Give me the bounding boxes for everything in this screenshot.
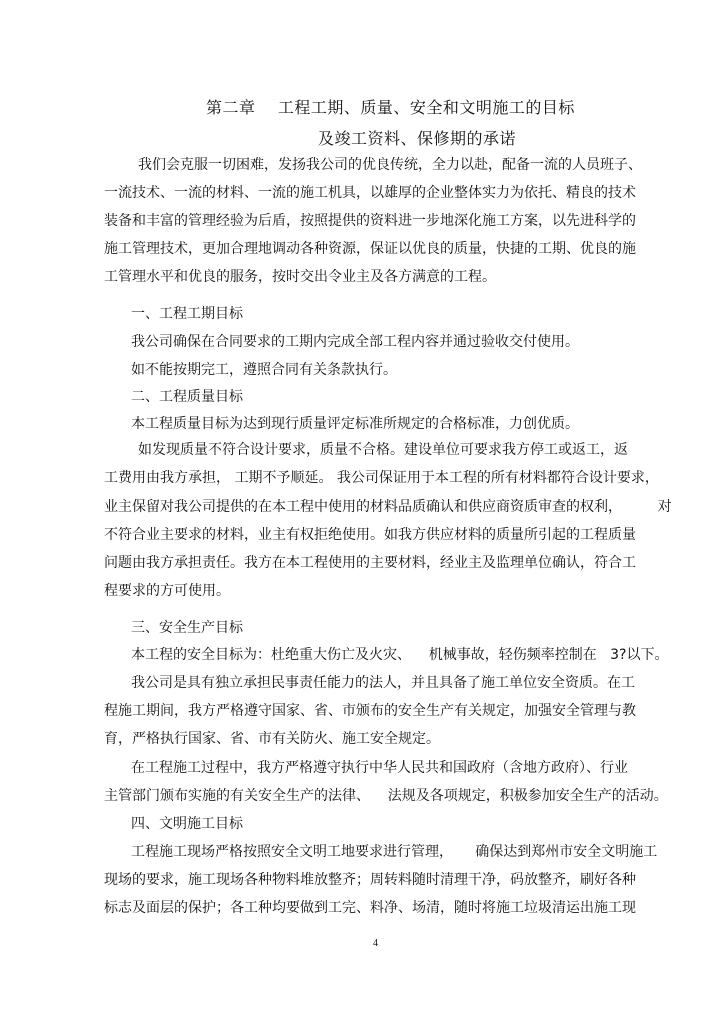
paragraph-line: 本工程的安全目标为：杜绝重大伤亡及火灾、 机械事故，轻伤频率控制在 3?以下。 [131, 647, 669, 663]
paragraph-line: 装备和丰富的管理经验为后盾，按照提供的资料进一步地深化施工方案，以先进科学的 [104, 213, 636, 229]
paragraph-line: 一流技术、一流的材料、一流的施工机具，以雄厚的企业整体实力为依托、精良的技术 [104, 185, 636, 201]
paragraph-line: 程施工期间，我方严格遵守国家、省、市颁布的安全生产有关规定，加强安全管理与教 [104, 703, 636, 719]
chapter-title-line-2: 及竣工资料、保修期的承诺 [318, 129, 517, 148]
paragraph-line: 标志及面层的保护；各工种均要做到工完、料净、场清，随时将施工垃圾清运出施工现 [104, 900, 636, 916]
paragraph-line: 如发现质量不符合设计要求，质量不合格。建设单位可要求我方停工或返工，返 [138, 442, 628, 458]
section-heading: 四、文明施工目标 [131, 816, 243, 832]
paragraph-line: 我公司确保在合同要求的工期内完成全部工程内容并通过验收交付使用。 [131, 334, 579, 350]
paragraph-line: 程要求的方可使用。 [104, 583, 230, 599]
paragraph-line: 工费用由我方承担， 工期不予顺延。 我公司保证用于本工程的所有材料都符合设计要求， [104, 470, 659, 486]
paragraph-line: 本工程质量目标为达到现行质量评定标准所规定的合格标准，力创优质。 [131, 416, 579, 432]
paragraph-line: 问题由我方承担责任。我方在本工程使用的主要材料，经业主及监理单位确认，符合工 [104, 555, 636, 571]
paragraph-line: 业主保留对我公司提供的在本工程中使用的材料品质确认和供应商资质审查的权利， 对 [104, 499, 672, 515]
chapter-title-line-1: 第二章 工程工期、质量、安全和文明施工的目标 [206, 98, 575, 117]
section-heading: 二、工程质量目标 [131, 389, 243, 405]
paragraph-line: 主管部门颁布实施的有关安全生产的法律、 法规及各项规定，积极参加安全生产的活动。 [104, 788, 668, 804]
paragraph-line: 工管理水平和优良的服务，按时交出令业主及各方满意的工程。 [104, 269, 496, 285]
paragraph-line: 如不能按期完工，遵照合同有关条款执行。 [131, 362, 397, 378]
paragraph-line: 我们会克服一切困难，发扬我公司的优良传统，全力以赴，配备一流的人员班子、 [138, 157, 642, 173]
page-number: 4 [373, 938, 378, 949]
section-heading: 三、安全生产目标 [131, 620, 243, 636]
paragraph-line: 育，严格执行国家、省、市有关防火、施工安全规定。 [104, 731, 440, 747]
paragraph-line: 施工管理技术，更加合理地调动各种资源，保证以优良的质量，快捷的工期、优良的施 [104, 241, 636, 257]
paragraph-line: 不符合业主要求的材料，业主有权拒绝使用。如我方供应材料的质量所引起的工程质量 [104, 527, 636, 543]
paragraph-line: 工程施工现场严格按照安全文明工地要求进行管理， 确保达到郑州市安全文明施工 [131, 844, 658, 860]
section-heading: 一、工程工期目标 [131, 306, 243, 322]
paragraph-line: 现场的要求，施工现场各种物料堆放整齐；周转料随时清理干净，码放整齐，刷好各种 [104, 872, 636, 888]
paragraph-line: 在工程施工过程中，我方严格遵守执行中华人民共和国政府（含地方政府）、行业 [131, 760, 628, 776]
paragraph-line: 我公司是具有独立承担民事责任能力的法人，并且具备了施工单位安全资质。在工 [131, 675, 635, 691]
